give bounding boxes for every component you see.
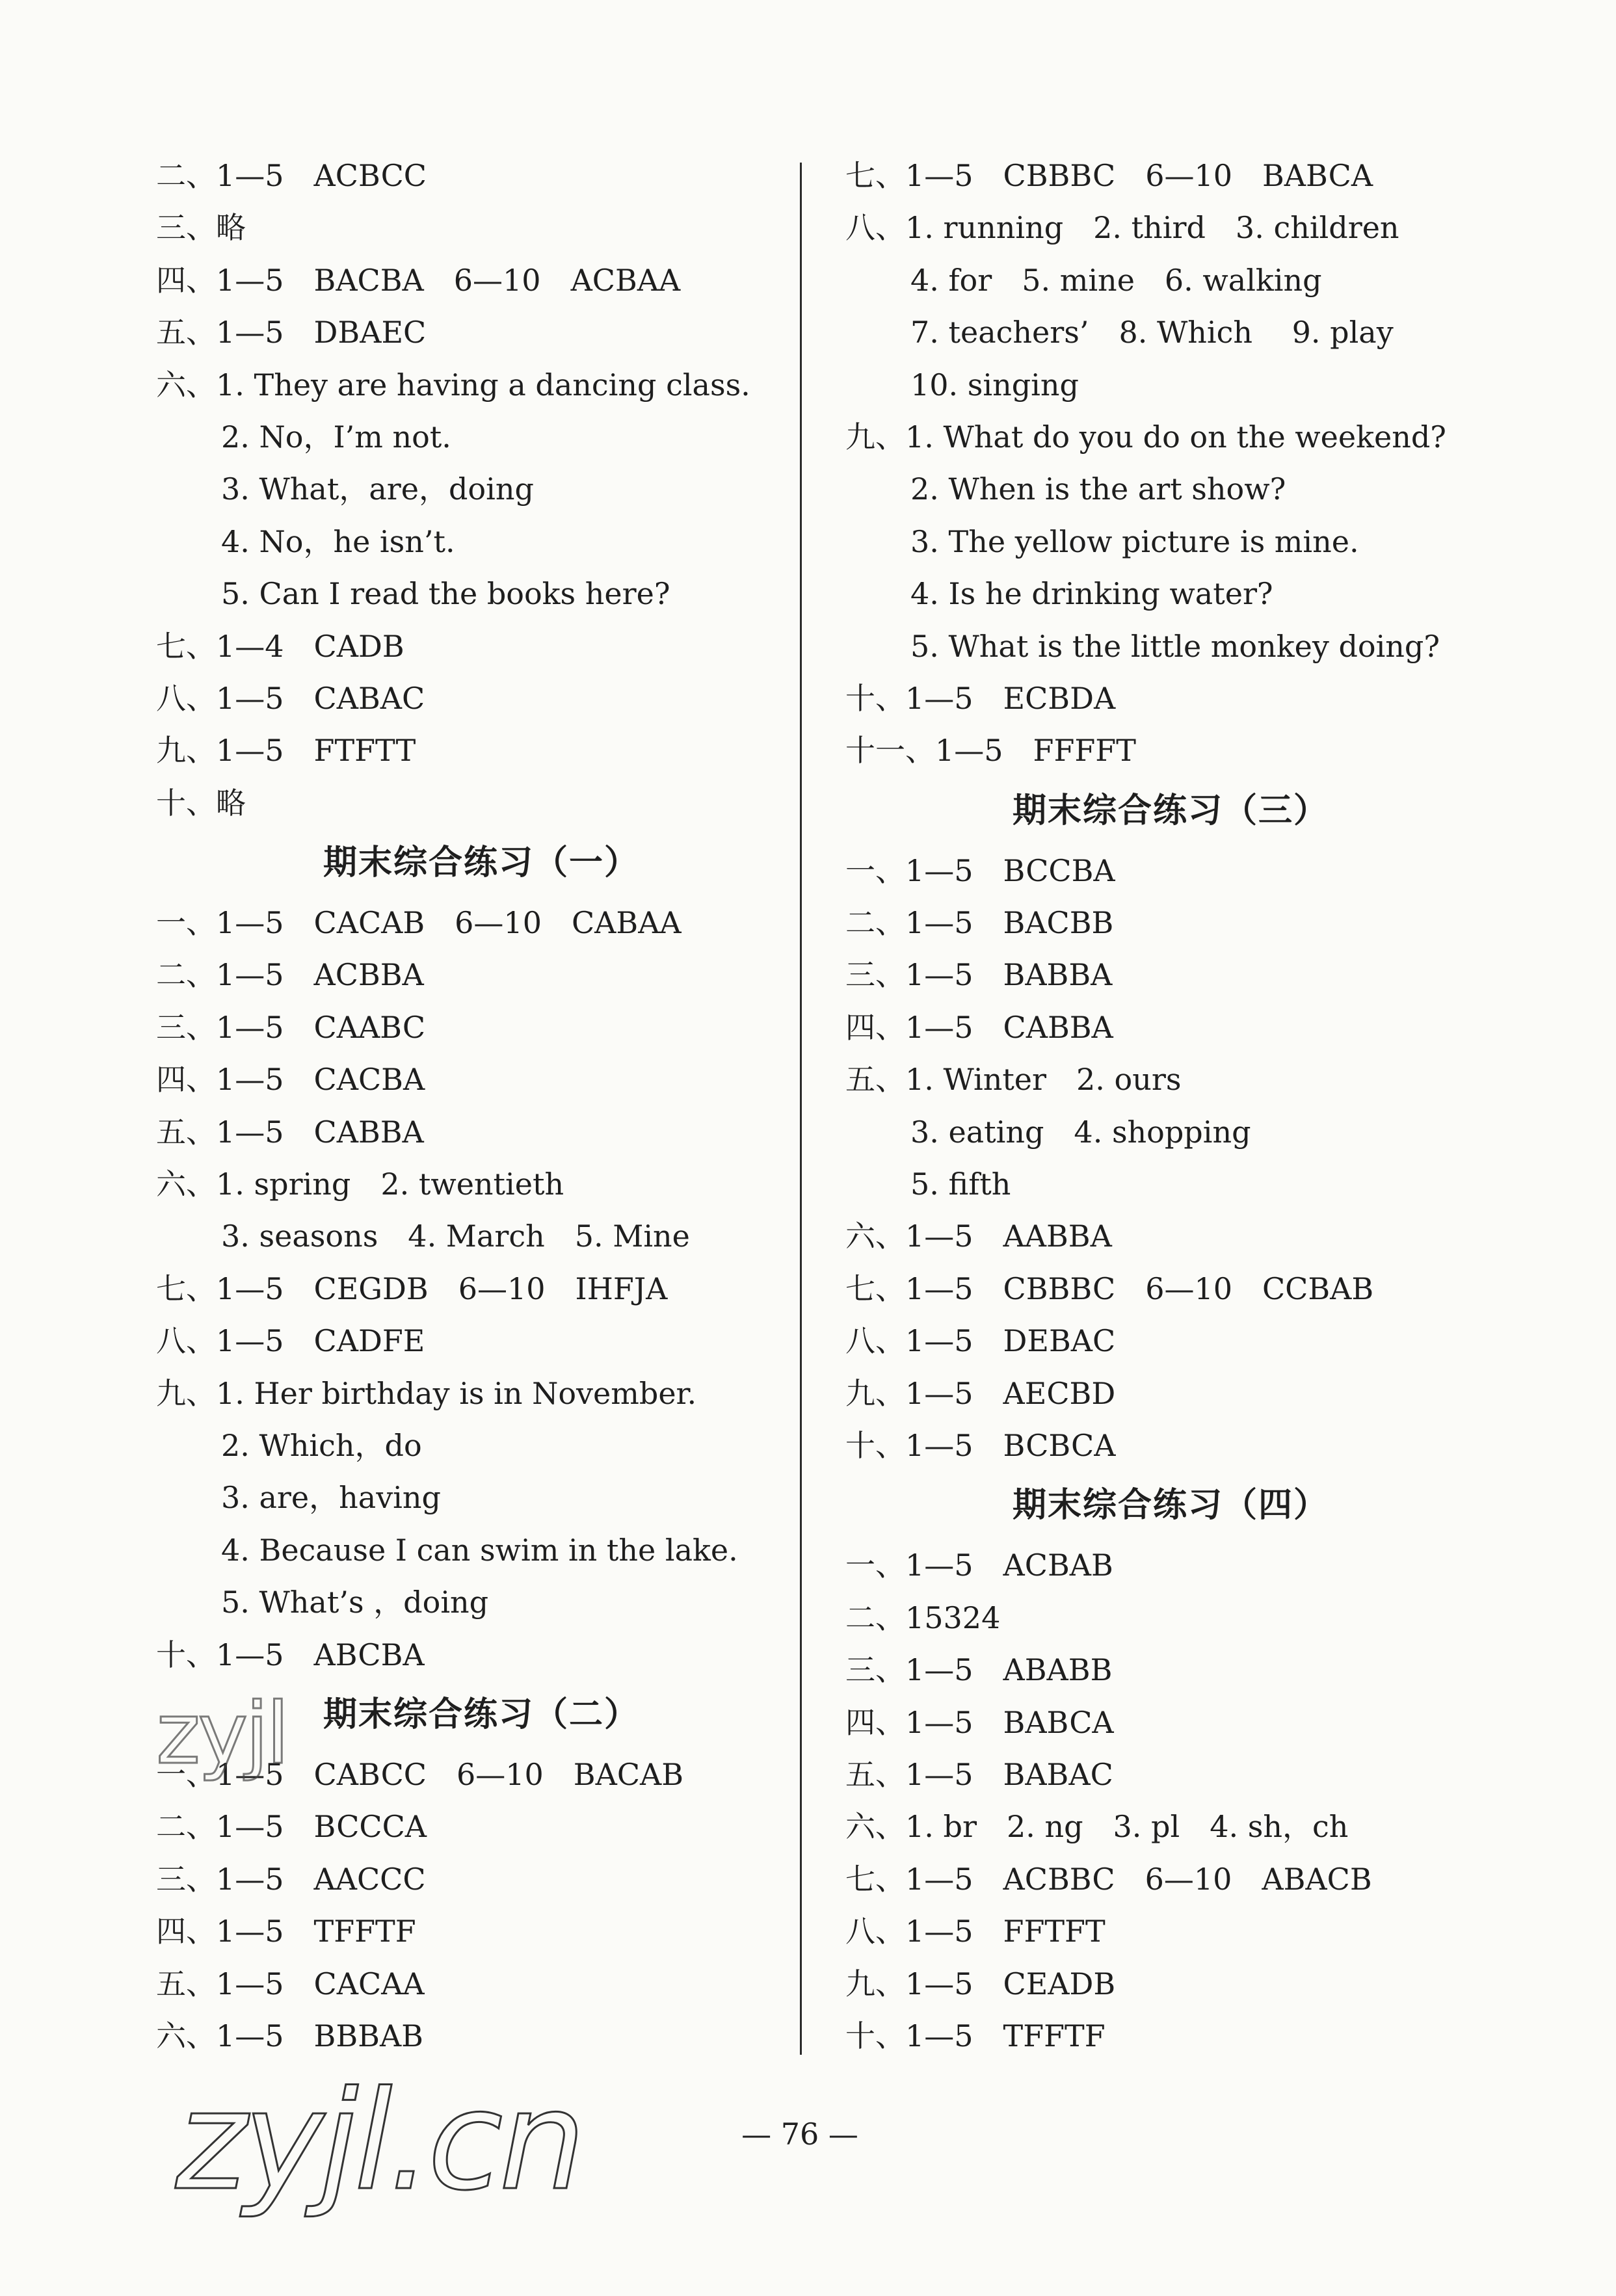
answer-line: 七、1—5 ACBBC 6—10 ABACB bbox=[845, 1861, 1372, 1897]
answer-subline: 10. singing bbox=[910, 367, 1079, 402]
answer-line: 八、1—5 FFTFT bbox=[845, 1914, 1106, 1949]
answer-line: 二、1—5 BACBB bbox=[845, 905, 1114, 941]
answer-line: 二、1—5 ACBCC bbox=[156, 158, 427, 193]
watermark-logo: zyjl.cn bbox=[176, 2061, 582, 2221]
answer-line: 十、1—5 TFFTF bbox=[845, 2018, 1106, 2053]
answer-line: 九、1—5 CEADB bbox=[845, 1966, 1116, 2001]
answer-line: 四、1—5 BACBA 6—10 ACBAA bbox=[156, 262, 681, 298]
column-divider bbox=[800, 163, 802, 2055]
answer-subline: 7. teachers’ 8. Which 9. play bbox=[910, 315, 1394, 350]
answer-line: 一、1—5 BCCBA bbox=[845, 852, 1115, 888]
answer-line: 五、1—5 CACAA bbox=[156, 1966, 425, 2001]
answer-line: 一、1—5 CACAB 6—10 CABAA bbox=[156, 905, 682, 941]
answer-line: 十、略 bbox=[156, 785, 246, 821]
answer-line: 五、1—5 DBAEC bbox=[156, 315, 427, 350]
page-number: — 76 — bbox=[741, 2117, 858, 2152]
answer-line: 十、1—5 ABCBA bbox=[156, 1637, 425, 1672]
answer-subline: 4. for 5. mine 6. walking bbox=[910, 262, 1322, 298]
answer-line: 五、1—5 CABBA bbox=[156, 1114, 424, 1150]
answer-line: 四、1—5 TFFTF bbox=[156, 1914, 416, 1949]
answer-line: 三、略 bbox=[156, 210, 246, 246]
answer-line: 八、1. running 2. third 3. children bbox=[845, 210, 1399, 246]
answer-line: 九、1—5 AECBD bbox=[845, 1375, 1116, 1411]
right-column bbox=[845, 150, 1496, 2062]
answer-line: 九、1. What do you do on the weekend? bbox=[845, 419, 1446, 455]
answer-line: 四、1—5 CACBA bbox=[156, 1062, 425, 1098]
answer-line: 九、1—5 FTFTT bbox=[156, 733, 416, 769]
section-heading: 期末综合练习（三） bbox=[1012, 791, 1329, 830]
answer-subline: 4. No，he isn’t. bbox=[221, 523, 455, 559]
answer-line: 五、1. Winter 2. ours bbox=[845, 1062, 1182, 1098]
answer-subline: 4. Because I can swim in the lake. bbox=[221, 1532, 738, 1568]
section-heading: 期末综合练习（四） bbox=[1012, 1486, 1329, 1525]
answer-line: 二、15324 bbox=[845, 1600, 1001, 1635]
answer-line: 十一、1—5 FFFFT bbox=[845, 733, 1136, 769]
answer-line: 八、1—5 CABAC bbox=[156, 680, 425, 716]
answer-subline: 3. What，are，doing bbox=[221, 471, 534, 507]
answer-line: 六、1—5 BBBAB bbox=[156, 2018, 423, 2053]
answer-line: 一、1—5 ACBAB bbox=[845, 1548, 1113, 1583]
answer-line: 六、1. br 2. ng 3. pl 4. sh，ch bbox=[845, 1809, 1349, 1845]
answer-line: 十、1—5 ECBDA bbox=[845, 680, 1116, 716]
answer-line: 二、1—5 BCCCA bbox=[156, 1809, 427, 1845]
answer-line: 八、1—5 DEBAC bbox=[845, 1323, 1116, 1359]
answer-line: 二、1—5 ACBBA bbox=[156, 957, 424, 993]
answer-subline: 5. What’s ，doing bbox=[221, 1585, 489, 1620]
answer-subline: 3. are，having bbox=[221, 1480, 441, 1516]
answer-subline: 5. Can I read the books here? bbox=[221, 576, 670, 612]
answer-line: 四、1—5 CABBA bbox=[845, 1009, 1113, 1045]
answer-line: 十、1—5 BCBCA bbox=[845, 1427, 1116, 1463]
answer-line: 七、1—5 CBBBC 6—10 CCBAB bbox=[845, 1271, 1374, 1306]
answer-line: 六、1. They are having a dancing class. bbox=[156, 367, 750, 402]
answer-subline: 2. When is the art show? bbox=[910, 471, 1286, 507]
section-heading: 期末综合练习（一） bbox=[323, 843, 639, 883]
section-heading: 期末综合练习（二） bbox=[323, 1695, 639, 1734]
answer-line: 三、1—5 ABABB bbox=[845, 1652, 1113, 1688]
answer-subline: 5. What is the little monkey doing? bbox=[910, 628, 1440, 664]
answer-subline: 2. Which，do bbox=[221, 1427, 422, 1463]
answer-subline: 5. fifth bbox=[910, 1167, 1011, 1202]
answer-line: 一、1—5 CABCC 6—10 BACAB bbox=[156, 1756, 684, 1792]
answer-line: 三、1—5 CAABC bbox=[156, 1009, 426, 1045]
answer-subline: 2. No，I’m not. bbox=[221, 419, 451, 455]
answer-line: 八、1—5 CADFE bbox=[156, 1323, 425, 1359]
answer-subline: 4. Is he drinking water? bbox=[910, 576, 1273, 612]
answer-subline: 3. seasons 4. March 5. Mine bbox=[221, 1219, 690, 1254]
answer-line: 四、1—5 BABCA bbox=[845, 1704, 1114, 1740]
answer-line: 九、1. Her birthday is in November. bbox=[156, 1375, 697, 1411]
answer-line: 三、1—5 BABBA bbox=[845, 957, 1113, 993]
answer-line: 七、1—5 CEGDB 6—10 IHFJA bbox=[156, 1271, 668, 1306]
answer-line: 三、1—5 AACCC bbox=[156, 1861, 426, 1897]
answer-line: 七、1—4 CADB bbox=[156, 628, 404, 664]
answer-subline: 3. The yellow picture is mine. bbox=[910, 523, 1359, 559]
answer-line: 六、1. spring 2. twentieth bbox=[156, 1167, 564, 1202]
answer-line: 六、1—5 AABBA bbox=[845, 1219, 1112, 1254]
watermark-logo-overlap: zyjl bbox=[156, 1684, 287, 1783]
answer-line: 七、1—5 CBBBC 6—10 BABCA bbox=[845, 158, 1373, 193]
answer-line: 五、1—5 BABAC bbox=[845, 1756, 1113, 1792]
answer-subline: 3. eating 4. shopping bbox=[910, 1114, 1251, 1150]
